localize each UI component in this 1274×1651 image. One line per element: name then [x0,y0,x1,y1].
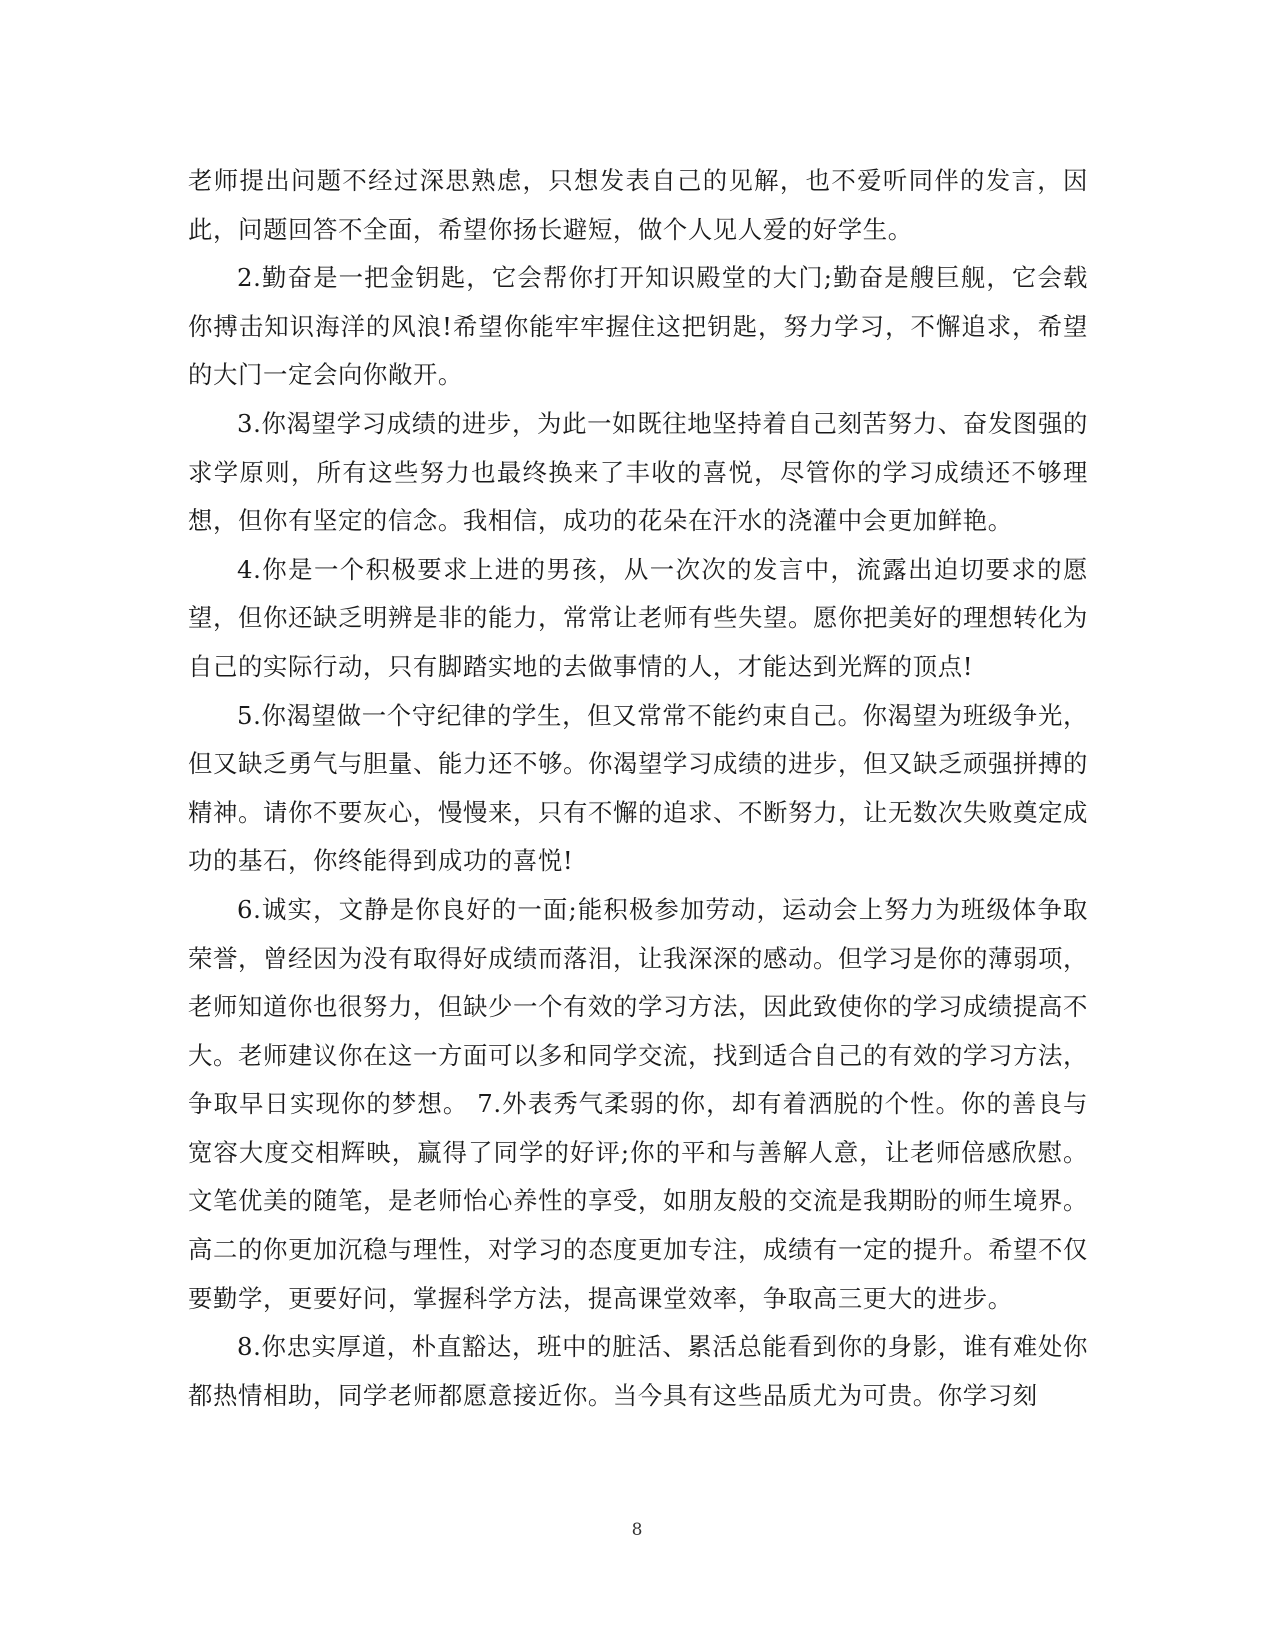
paragraph-5: 5.你渴望做一个守纪律的学生，但又常常不能约束自己。你渴望为班级争光，但又缺乏勇气与胆量、能力还不够。你渴望学习成绩的进步，但又缺乏顽强拼搏的精神。请你不要灰心，慢慢来，只有不懈的追求、不断努力，让无数次失败奠定成功的基石，你终能得到成功的喜悦! [188,700,1088,876]
paragraph-8: 8.你忠实厚道，朴直豁达，班中的脏活、累活总能看到你的身影，谁有难处你都热情相助，同学老师都愿意接近你。当今具有这些品质尤为可贵。你学习刻 [188,1332,1088,1410]
paragraph-2: 2.勤奋是一把金钥匙，它会帮你打开知识殿堂的大门;勤奋是艘巨舰，它会载你搏击知识海洋的风浪!希望你能牢牢握住这把钥匙，努力学习，不懈追求，希望的大门一定会向你敞开。 [188,263,1088,390]
paragraph-3: 3.你渴望学习成绩的进步，为此一如既往地坚持着自己刻苦努力、奋发图强的求学原则，所有这些努力也最终换来了丰收的喜悦，尽管你的学习成绩还不够理想，但你有坚定的信念。我相信，成功的花朵在汗水的浇灌中会更加鲜艳。 [188,408,1088,536]
page-number: 8 [631,1520,643,1540]
paragraph-6: 6.诚实，文静是你良好的一面;能积极参加劳动，运动会上努力为班级体争取荣誉，曾经因为没有取得好成绩而落泪，让我深深的感动。但学习是你的薄弱项，老师知道你也很努力，但缺少一个有效的学习方法，因此致使你的学习成绩提高不大。老师建议你在这一方面可以多和同学交流，找到适合自己的有效的学习方法，争取早日实现你的梦想。 7.外表秀气柔弱的你，却有着洒脱的个性。你的善良与宽容大度交相辉映，赢得了同学的好评;你的平和与善解人意，让老师倍感欣慰。文笔优美的随笔，是老师怡心养性的享受，如朋友般的交流是我期盼的师生境界。高二的你更加沉稳与理性，对学习的态度更加专注，成绩有一定的提升。希望不仅要勤学，更要好问，掌握科学方法，提高课堂效率，争取高三更大的进步。 [188,894,1088,1313]
document-body [188,157,1088,1420]
paragraph-4: 4.你是一个积极要求上进的男孩，从一次次的发言中，流露出迫切要求的愿望，但你还缺乏明辨是非的能力，常常让老师有些失望。愿你把美好的理想转化为自己的实际行动，只有脚踏实地的去做事情的人，才能达到光辉的顶点! [188,554,1088,681]
paragraph-1: 老师提出问题不经过深思熟虑，只想发表自己的见解，也不爱听同伴的发言，因此，问题回答不全面，希望你扬长避短，做个人见人爱的好学生。 [188,166,1088,244]
